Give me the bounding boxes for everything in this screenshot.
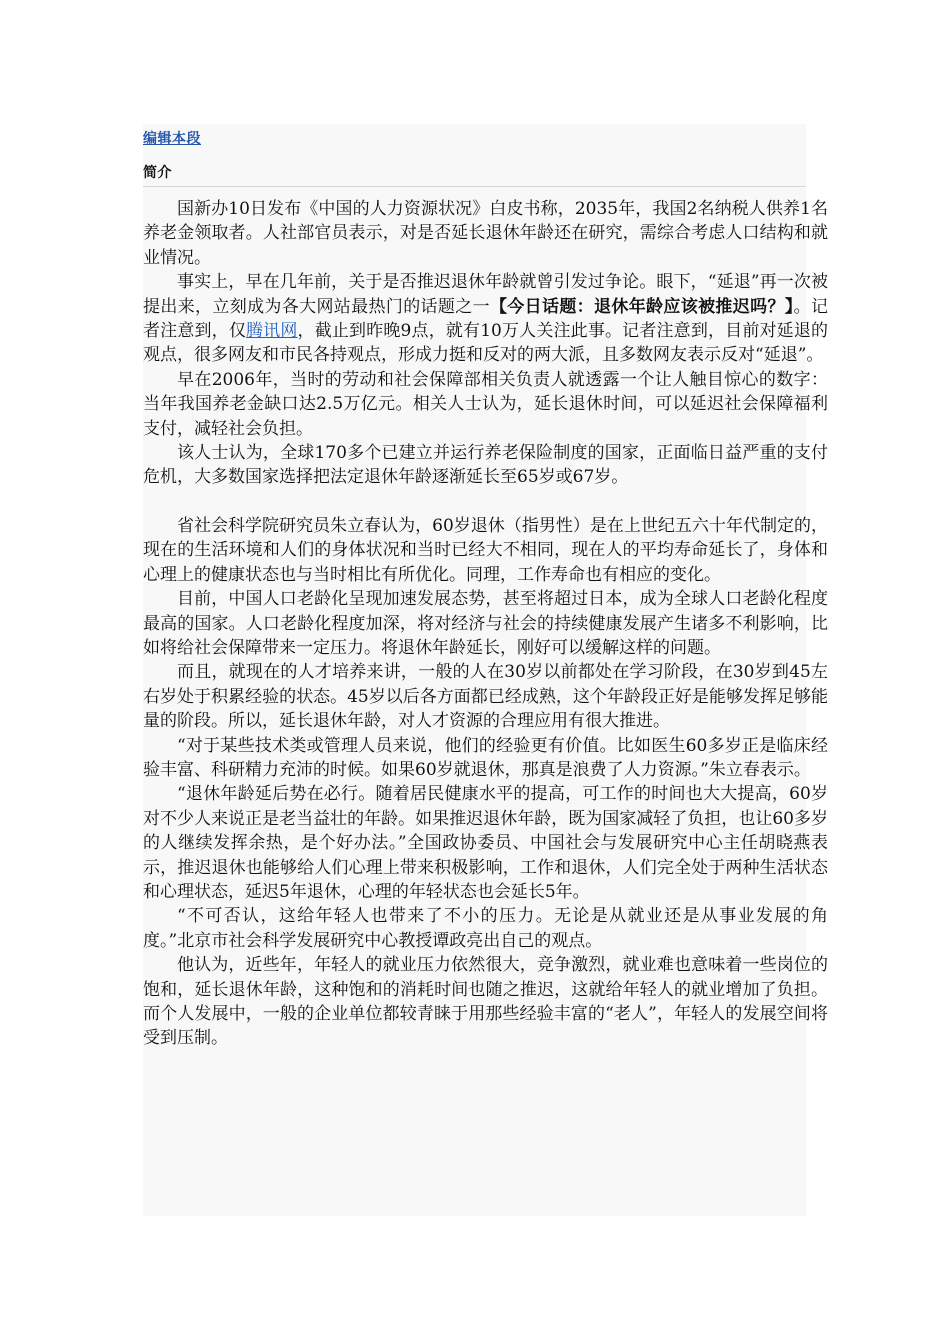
paragraph-1: 国新办10日发布《中国的人力资源状况》白皮书称，2035年，我国2名纳税人供养1名养老金领取者。人社部官员表示，对是否延长退休年龄还在研究，需综合考虑人口结构和就业情况。	[143, 199, 828, 268]
paragraph-4: 该人士认为，全球170多个已建立并运行养老保险制度的国家，正面临日益严重的支付危机，大多数国家选择把法定退休年龄逐渐延长至65岁或67岁。	[143, 443, 828, 488]
paragraph-7: 而且，就现在的人才培养来讲，一般的人在30岁以前都处在学习阶段，在30岁到45左右岁处于积累经验的状态。45岁以后各方面都已经成熟，这个年龄段正好是能够发挥足够能量的阶段。所以，延长退休年龄，对人才资源的合理应用有很大推进。	[143, 662, 828, 732]
section-title: 简介	[143, 165, 172, 181]
paragraph-2-text-b: 。记者注意到，仅	[143, 296, 829, 342]
article-body	[143, 197, 828, 1051]
paragraph-9: “退休年龄延后势在必行。随着居民健康水平的提高，可工作的时间也大大提高，60岁对不少人来说正是老当益壮的年龄。如果推迟退休年龄，既为国家减轻了负担，也让60多岁的人继续发挥余热，是个好办法。”全国政协委员、中国社会与发展研究中心主任胡晓燕表示，推迟退休也能够给人们心理上带来积极影响，工作和退休，人们完全处于两种生活状态和心理状态，延迟5年退休，心理的年轻状态也会延长5年。	[143, 784, 828, 902]
paragraph-2-text-a: 事实上，早在几年前，关于是否推迟退休年龄就曾引发过争论。眼下，“延退”再一次被提出来，立刻成为各大网站最热门的话题之一	[143, 272, 828, 317]
paragraph-3: 早在2006年，当时的劳动和社会保障部相关负责人就透露一个让人触目惊心的数字：当年我国养老金缺口达2.5万亿元。相关人士认为，延长退休时间，可以延迟社会保障福利支付，减轻社会负担。	[143, 369, 828, 439]
paragraph-10: “不可否认，这给年轻人也带来了不小的压力。无论是从就业还是从事业发展的角度。”北京市社会科学发展研究中心教授谭政亮出自己的观点。	[143, 906, 828, 951]
edit-section-link[interactable]: 编辑本段	[143, 131, 201, 147]
paragraph-2	[143, 270, 828, 368]
paragraph-11: 他认为，近些年，年轻人的就业压力依然很大，竞争激烈，就业难也意味着一些岗位的饱和，延长退休年龄，这种饱和的消耗时间也随之推迟，这就给年轻人的就业增加了负担。而个人发展中，一般的企业单位都较青睐于用那些经验丰富的“老人”，年轻人的发展空间将受到压制。	[143, 955, 828, 1049]
paragraph-6: 目前，中国人口老龄化呈现加速发展态势，甚至将超过日本，成为全球人口老龄化程度最高的国家。人口老龄化程度加深，将对经济与社会的持续健康发展产生诸多不利影响，比如将给社会保障带来一定压力。将退休年龄延长，刚好可以缓解这样的问题。	[143, 589, 828, 658]
section-divider	[143, 186, 806, 187]
paragraph-5: 省社会科学院研究员朱立春认为，60岁退休（指男性）是在上世纪五六十年代制定的，现在的生活环境和人们的身体状况和当时已经大不相同，现在人的平均寿命延长了，身体和心理上的健康状态也与当时相比有所优化。同理，工作寿命也有相应的变化。	[143, 515, 828, 585]
tencent-link[interactable]: 腾讯网	[246, 321, 298, 342]
topic-highlight: 【今日话题：退休年龄应该被推迟吗？】	[489, 296, 794, 317]
paragraph-8: “对于某些技术类或管理人员来说，他们的经验更有价值。比如医生60多岁正是临床经验丰富、科研精力充沛的时候。如果60岁就退休，那真是浪费了人力资源。”朱立春表示。	[143, 735, 828, 780]
paragraph-2-text-c: ，截止到昨晚9点，就有10万人关注此事。记者注意到，目前对延退的观点，很多网友和市民各持观点，形成力挺和反对的两大派，且多数网友表示反对“延退”。	[143, 321, 829, 366]
